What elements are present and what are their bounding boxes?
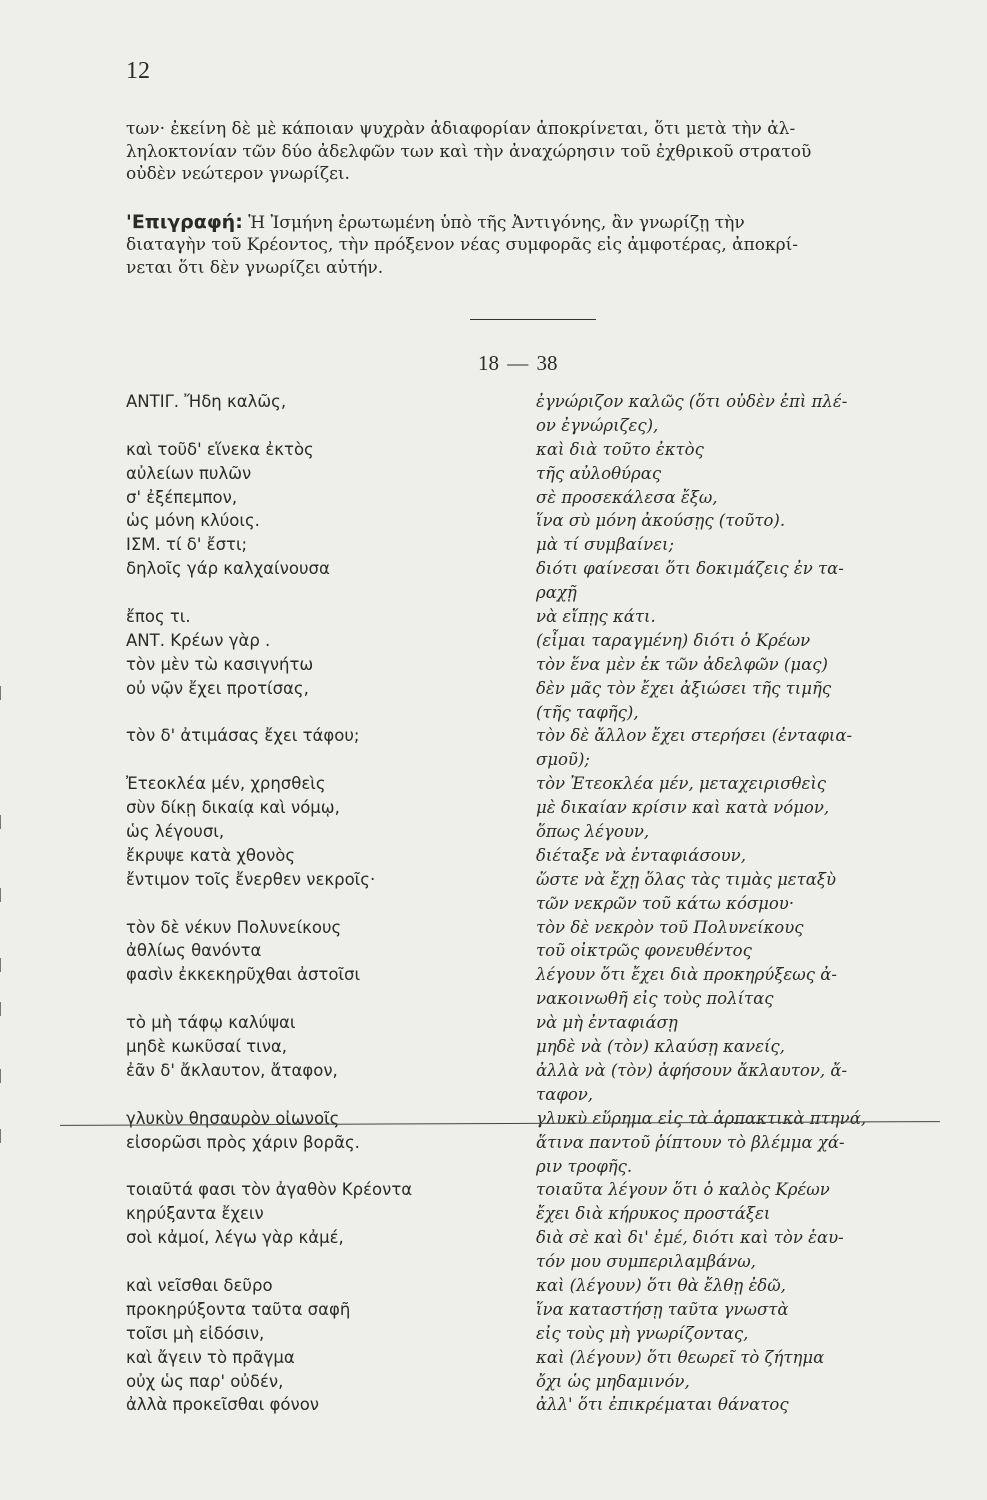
translation-line: εἰς τοὺς μὴ γνωρίζοντας,: [536, 1323, 749, 1343]
section-rule: [470, 319, 596, 320]
edge-mark: [0, 815, 9, 829]
greek-line: ὡς μόνη κλύοις.: [126, 511, 260, 531]
translation-line: δὲν μᾶς τὸν ἔχει ἀξιώσει τῆς τιμῆς: [536, 678, 832, 698]
greek-line: [126, 748, 526, 772]
edge-mark: [0, 686, 9, 700]
translation-line: ἵνα σὺ μόνη ἀκούσῃς (τοῦτο).: [536, 511, 786, 531]
translation-column: [536, 390, 940, 1417]
translation-line: ριν τροφῆς.: [536, 1156, 633, 1176]
translation-line: ὥστε νὰ ἔχῃ ὅλας τὰς τιμὰς μεταξὺ: [536, 869, 837, 889]
greek-line: οὐχ ὡς παρ' οὐδέν,: [126, 1371, 284, 1391]
greek-line: σ' ἐξέπεμπον,: [126, 487, 238, 507]
greek-line: σοὶ κἀμοί, λέγω γὰρ κἀμέ,: [126, 1228, 344, 1248]
greek-line: [126, 1155, 526, 1179]
greek-line: [126, 581, 526, 605]
greek-line: Ἐτεοκλέα μέν, χρησθεὶς: [126, 774, 326, 794]
translation-line: ραχῇ: [536, 583, 577, 603]
intro-paragraph: [126, 118, 938, 279]
greek-line: ὡς λέγουσι,: [126, 822, 225, 842]
greek-line: [126, 892, 526, 916]
translation-line: γλυκὺ εὕρημα εἰς τὰ ἁρπακτικὰ πτηνά,: [536, 1108, 867, 1128]
translation-line: ἔχει διὰ κήρυκος προστάξει: [536, 1204, 771, 1224]
greek-line: μηδὲ κωκῦσαί τινα,: [126, 1037, 288, 1057]
translation-line: ἅτινα παντοῦ ῥίπτουν τὸ βλέμμα χά-: [536, 1132, 845, 1152]
intro-line: ληλοκτονίαν τῶν δύο ἀδελφῶν των καὶ τὴν ἀναχώρησιν τοῦ ἐχθρικοῦ στρατοῦ: [126, 141, 812, 162]
translation-line: ταφον,: [536, 1084, 594, 1104]
translation-line: ἀλλὰ νὰ (τὸν) ἀφήσουν ἄκλαυτον, ἄ-: [536, 1060, 848, 1080]
edge-mark: [0, 1129, 9, 1143]
greek-line: φασὶν ἐκκεκηρῦχθαι ἀστοῖσι: [126, 965, 361, 985]
translation-line: (τῆς ταφῆς),: [536, 702, 639, 722]
greek-line: ἀλλὰ προκεῖσθαι φόνον: [126, 1395, 320, 1415]
line-range: 18 — 38: [478, 351, 558, 375]
intro-line: των· ἐκείνη δὲ μὲ κάποιαν ψυχρὰν ἀδιαφορίαν ἀποκρίνεται, ὅτι μετὰ τὴν ἀλ-: [126, 119, 796, 139]
greek-line: τὸ μὴ τάφῳ καλύψαι: [126, 1013, 296, 1033]
translation-line: τῆς αὐλοθύρας: [536, 463, 662, 483]
translation-line: σμοῦ);: [536, 750, 590, 770]
greek-line: τοιαῦτά φασι τὸν ἀγαθὸν Κρέοντα: [126, 1180, 413, 1200]
translation-line: ἀλλ' ὅτι ἐπικρέμαται θάνατος: [536, 1395, 789, 1415]
epigraph-line: διαταγὴν τοῦ Κρέοντος, τὴν πρόξενον νέας συμφορᾶς εἰς ἀμφοτέρας, ἀποκρί-: [126, 235, 799, 255]
greek-line: γλυκὺν θησαυρὸν οἰωνοῖς: [126, 1108, 340, 1128]
translation-line: καὶ (λέγουν) ὅτι θεωρεῖ τὸ ζήτημα: [536, 1347, 825, 1367]
greek-line: [126, 987, 526, 1011]
translation-line: τοῦ οἰκτρῶς φονευθέντος: [536, 941, 752, 961]
greek-line: ΙΣΜ. τί δ' ἔστι;: [126, 535, 248, 555]
greek-line: δηλοῖς γάρ καλχαίνουσα: [126, 559, 330, 579]
translation-line: καὶ διὰ τοῦτο ἐκτὸς: [536, 439, 704, 459]
greek-line: καὶ νεῖσθαι δεῦρο: [126, 1275, 273, 1295]
greek-line: τὸν δὲ νέκυν Πολυνείκους: [126, 917, 342, 937]
epigraph-line: [126, 211, 938, 235]
translation-line: τὸν δὲ ἄλλον ἔχει στερήσει (ἐνταφια-: [536, 726, 853, 746]
translation-line: ἐγνώριζον καλῶς (ὅτι οὐδὲν ἐπὶ πλέ-: [536, 392, 848, 411]
greek-line: σὺν δίκῃ δικαίᾳ καὶ νόμῳ,: [126, 798, 340, 818]
translation-line: τὸν δὲ νεκρὸν τοῦ Πολυνείκους: [536, 917, 804, 937]
greek-line: τοῖσι μὴ εἰδόσιν,: [126, 1323, 265, 1343]
translation-line: ον ἐγνώριζες),: [536, 415, 659, 435]
translation-line: τόν μου συμπεριλαμβάνω,: [536, 1252, 756, 1272]
intro-line: οὐδὲν νεώτερον γνωρίζει.: [126, 164, 350, 184]
translation-line: νακοινωθῆ εἰς τοὺς πολίτας: [536, 989, 774, 1009]
greek-line: τὸν δ' ἀτιμάσας ἔχει τάφου;: [126, 726, 360, 746]
greek-line: ἀθλίως θανόντα: [126, 941, 262, 961]
edge-mark: [0, 1002, 9, 1016]
translation-line: λέγουν ὅτι ἔχει διὰ προκηρύξεως ἀ-: [536, 965, 837, 985]
translation-line: διὰ σὲ καὶ δι' ἐμέ, διότι καὶ τὸν ἑαυ-: [536, 1228, 844, 1248]
translation-line: σὲ προσεκάλεσα ἔξω,: [536, 487, 718, 507]
greek-line: προκηρύξοντα ταῦτα σαφῆ: [126, 1299, 351, 1319]
translation-line: καὶ (λέγουν) ὅτι θὰ ἔλθῃ ἐδῶ,: [536, 1275, 786, 1295]
greek-line: ΑΝΤ. Κρέων γὰρ .: [126, 630, 271, 650]
greek-line: [126, 1083, 526, 1107]
page-number: 12: [126, 58, 150, 84]
greek-line: καὶ τοῦδ' εἵνεκα ἐκτὸς: [126, 439, 314, 459]
translation-line: νὰ εἴπῃς κάτι.: [536, 607, 656, 627]
translation-line: τὸν ἕνα μὲν ἐκ τῶν ἀδελφῶν (μας): [536, 654, 828, 674]
translation-line: ἵνα καταστήσῃ ταῦτα γνωστὰ: [536, 1299, 789, 1319]
translation-line: διότι φαίνεσαι ὅτι δοκιμάζεις ἐν τα-: [536, 559, 844, 579]
greek-text-column: [126, 390, 526, 1417]
translation-line: νὰ μὴ ἐνταφιάσῃ: [536, 1013, 678, 1033]
greek-line: [126, 1250, 526, 1274]
greek-line: εἰσορῶσι πρὸς χάριν βορᾶς.: [126, 1132, 360, 1152]
translation-line: (εἶμαι ταραγμένη) διότι ὁ Κρέων: [536, 630, 811, 650]
greek-line: ἔντιμον τοῖς ἔνερθεν νεκροῖς·: [126, 869, 376, 889]
edge-mark: [0, 1069, 9, 1083]
greek-line: ἐᾶν δ' ἄκλαυτον, ἄταφον,: [126, 1060, 338, 1080]
epigraph-heading: 'Επιγραφή:: [126, 210, 243, 233]
translation-line: μηδὲ νὰ (τὸν) κλαύσῃ κανείς,: [536, 1037, 785, 1057]
translation-line: μὲ δικαίαν κρίσιν καὶ κατὰ νόμον,: [536, 798, 830, 818]
greek-line: [126, 701, 526, 725]
greek-line: ΑΝΤΙΓ. Ἤδη καλῶς,: [126, 392, 287, 411]
translation-line: ὅπως λέγουν,: [536, 822, 650, 842]
greek-line: αὐλείων πυλῶν: [126, 463, 252, 483]
translation-line: τὸν Ἐτεοκλέα μέν, μεταχειρισθεὶς: [536, 774, 827, 794]
greek-line: ἔπος τι.: [126, 607, 191, 627]
translation-line: ὄχι ὡς μηδαμινόν,: [536, 1371, 690, 1391]
greek-line: τὸν μὲν τὼ κασιγνήτω: [126, 654, 314, 674]
greek-line: ἔκρυψε κατὰ χθονὸς: [126, 845, 296, 865]
greek-line: κηρύξαντα ἔχειν: [126, 1204, 264, 1224]
translation-line: τοιαῦτα λέγουν ὅτι ὁ καλὸς Κρέων: [536, 1180, 830, 1200]
epigraph-text: Ἡ Ἰσμήνη ἐρωτωμένη ὑπὸ τῆς Ἀντιγόνης, ἂν γνωρίζῃ τὴν: [248, 212, 745, 233]
greek-line: οὐ νῷν ἔχει προτίσας,: [126, 678, 309, 698]
edge-mark: [0, 888, 9, 902]
epigraph-line: νεται ὅτι δὲν γνωρίζει αὐτήν.: [126, 257, 384, 278]
translation-line: διέταξε νὰ ἐνταφιάσουν,: [536, 845, 746, 865]
edge-mark: [0, 958, 9, 972]
translation-line: μὰ τί συμβαίνει;: [536, 535, 675, 555]
greek-line: καὶ ἄγειν τὸ πρᾶγμα: [126, 1347, 295, 1367]
translation-line: τῶν νεκρῶν τοῦ κάτω κόσμου·: [536, 893, 795, 913]
greek-line: [126, 414, 526, 438]
